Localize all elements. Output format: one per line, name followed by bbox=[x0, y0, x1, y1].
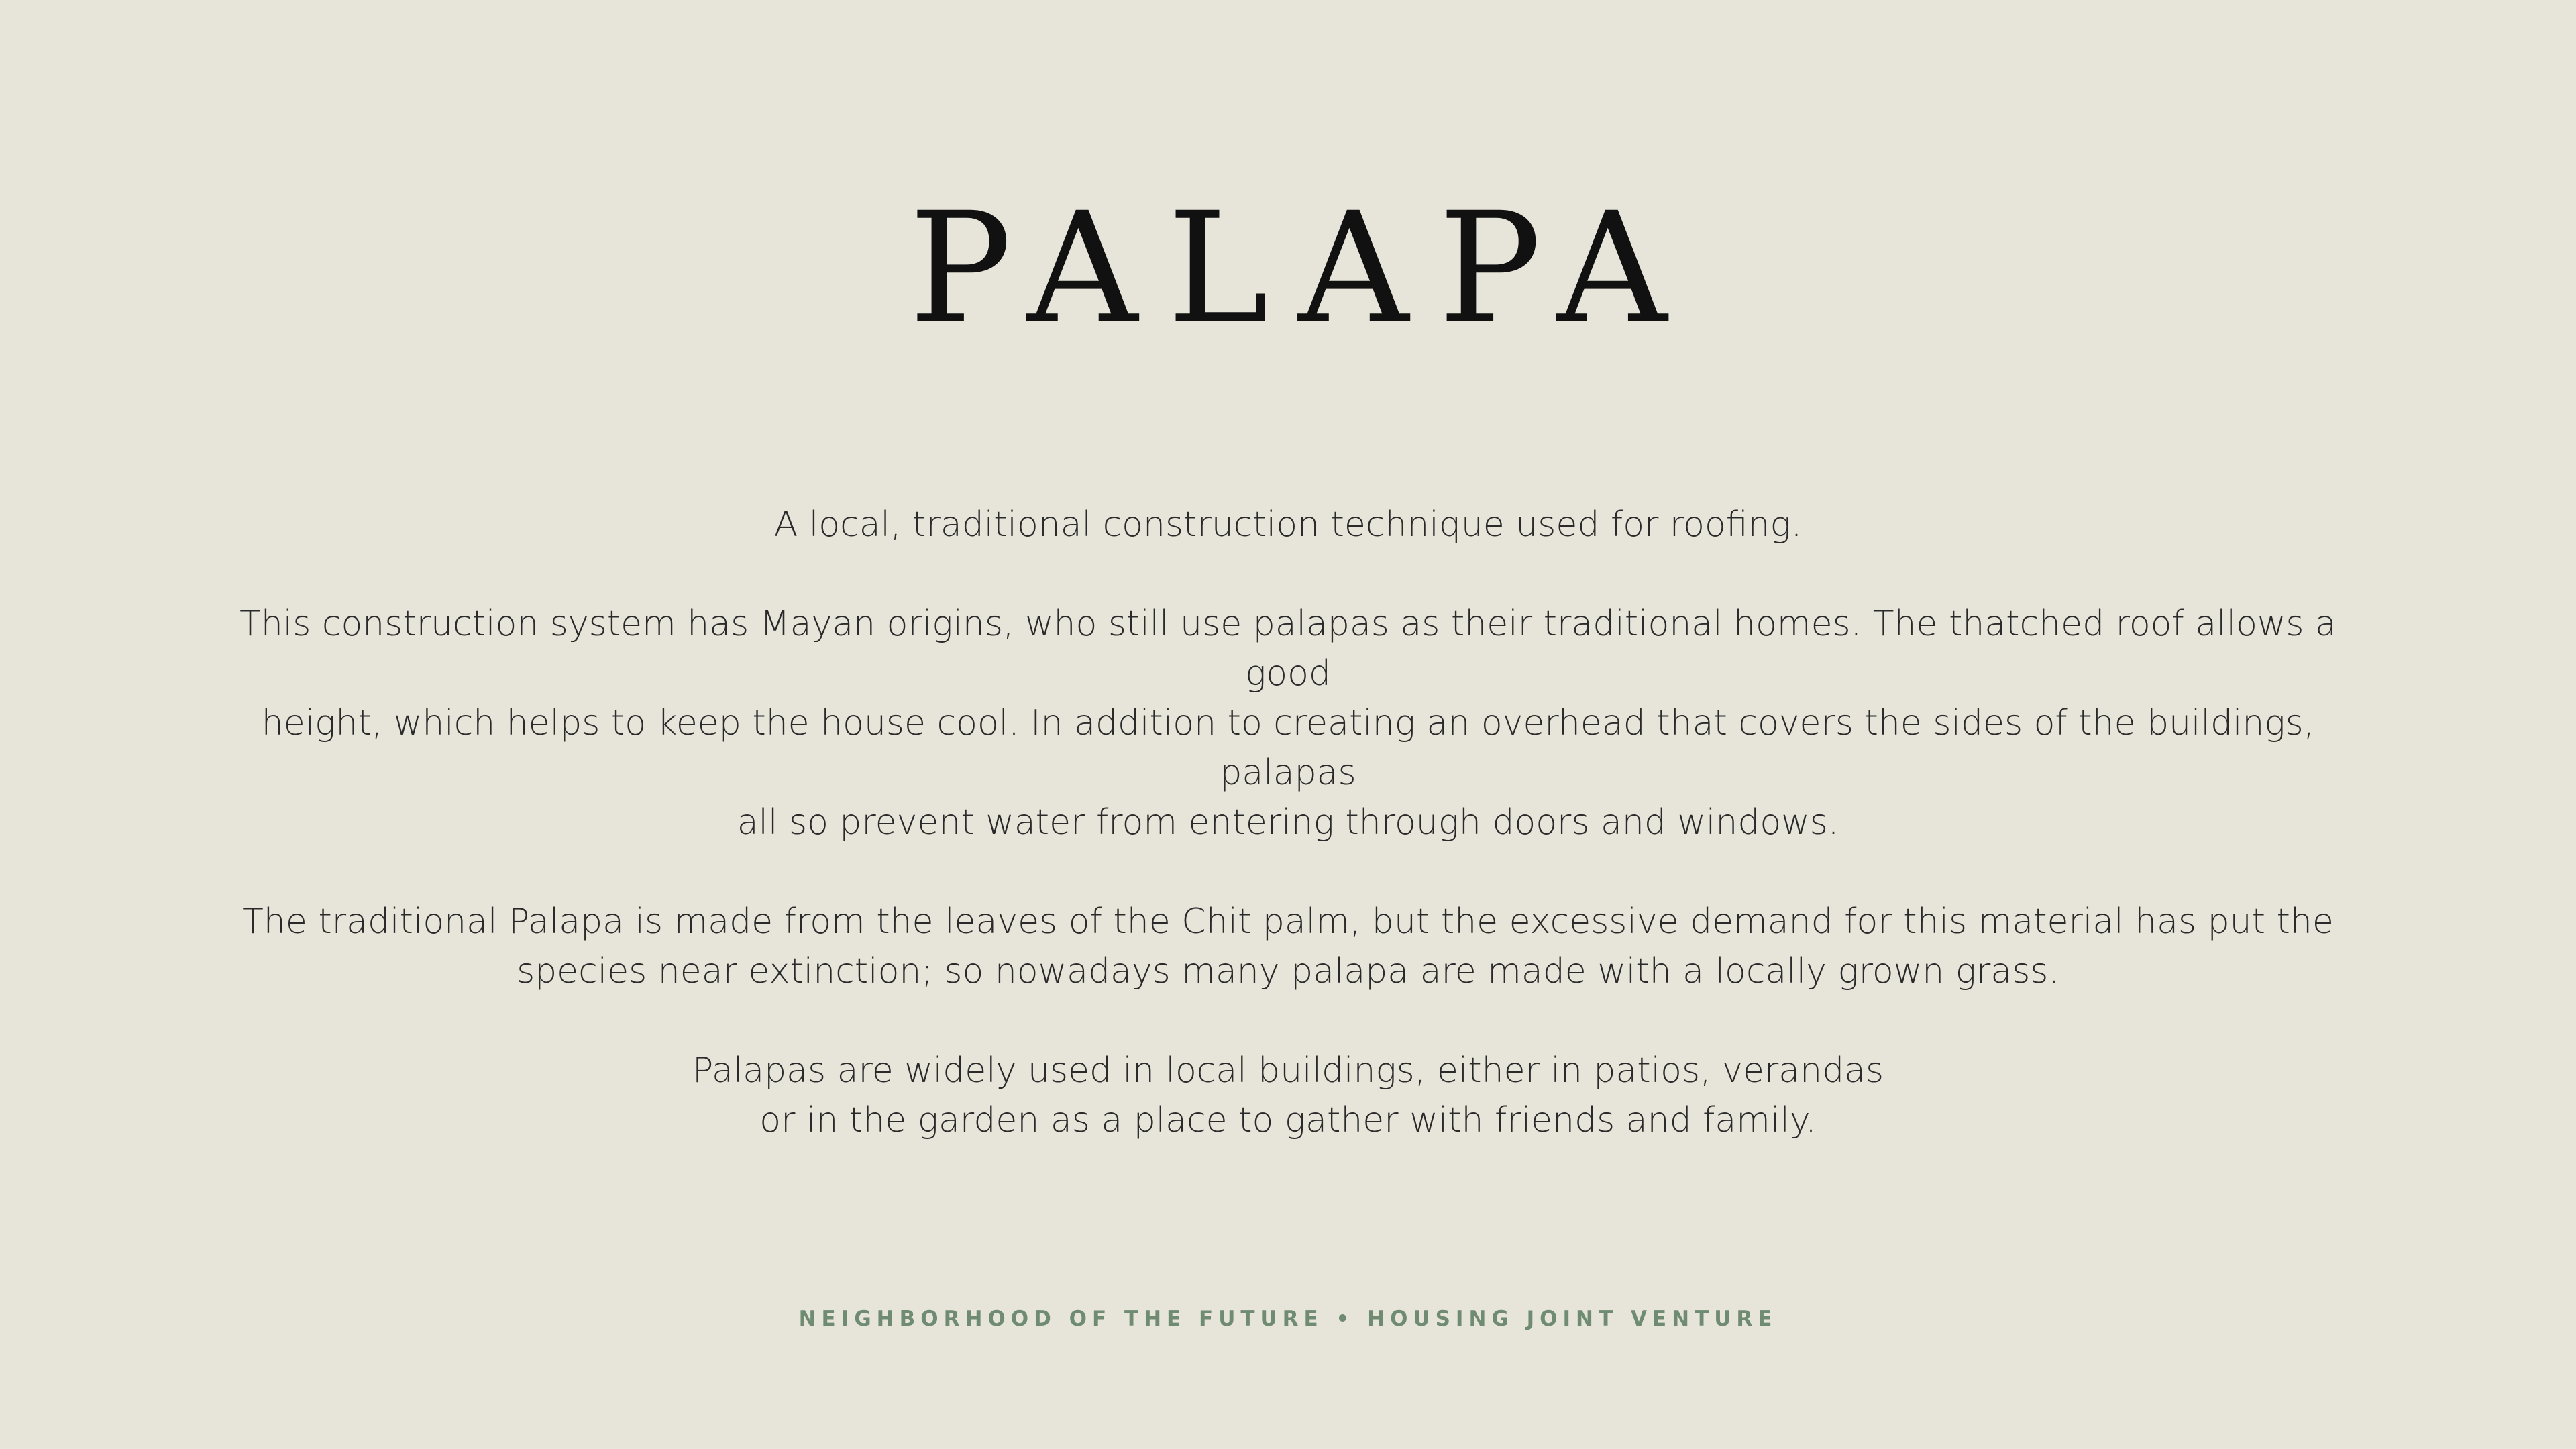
page-title: PALAPA bbox=[908, 179, 1697, 358]
footer-tagline: NEIGHBORHOOD OF THE FUTURE • HOUSING JOINT VENTURE bbox=[798, 1307, 1778, 1331]
body-text bbox=[201, 500, 2375, 1145]
paragraph-line: The traditional Palapa is made from the leaves of the Chit palm, but the excessive demand for this material has put the bbox=[242, 902, 2334, 942]
origins-paragraph bbox=[201, 599, 2375, 847]
materials-paragraph bbox=[201, 897, 2375, 996]
paragraph-line: A local, traditional construction technique used for roofing. bbox=[773, 504, 1803, 545]
paragraph-line: or in the garden as a place to gather with friends and family. bbox=[759, 1100, 1817, 1140]
paragraph-line: This construction system has Mayan origins, who still use palapas as their traditional homes. The thatched roof allows a good bbox=[239, 604, 2337, 694]
usage-paragraph bbox=[201, 1046, 2375, 1145]
intro-paragraph bbox=[201, 500, 2375, 549]
paragraph-line: species near extinction; so nowadays many palapa are made with a locally grown grass. bbox=[517, 951, 2059, 991]
paragraph-line: Palapas are widely used in local buildings, either in patios, verandas bbox=[692, 1051, 1884, 1091]
paragraph-line: all so prevent water from entering through doors and windows. bbox=[737, 802, 1839, 843]
paragraph-line: height, which helps to keep the house cool. In addition to creating an overhead that covers the sides of the buildings, palapas bbox=[261, 703, 2315, 793]
